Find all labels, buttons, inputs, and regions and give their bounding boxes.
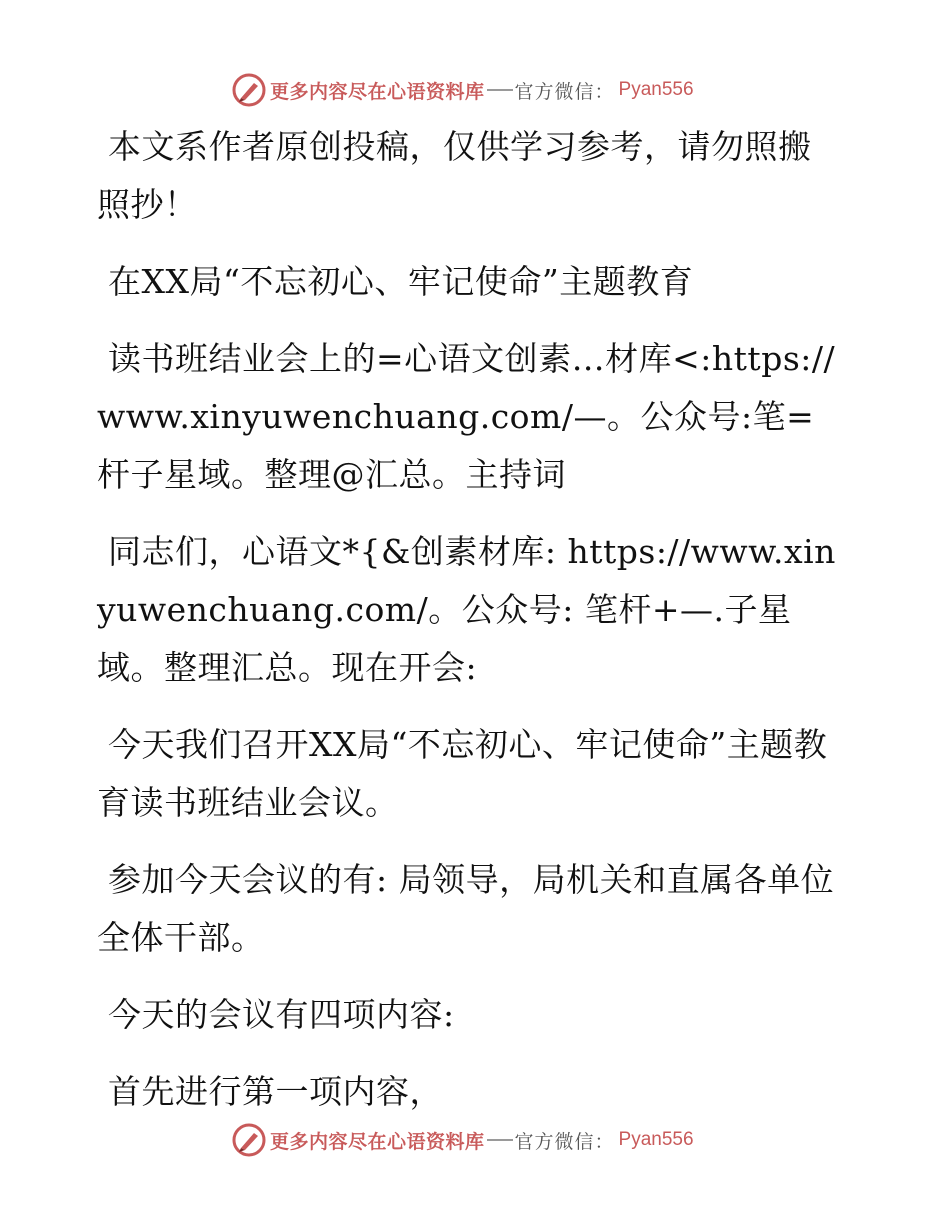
header-wechat-id: Pyan556 [618, 79, 694, 100]
pen-logo-icon [232, 73, 266, 107]
paragraph-disclaimer: 本文系作者原创投稿，仅供学习参考，请勿照搬照抄！ [97, 127, 812, 224]
footer-watermark-banner [232, 1120, 694, 1160]
footer-wechat-id: Pyan556 [618, 1129, 694, 1150]
paragraph-meeting-intro: 今天我们召开XX局“不忘初心、牢记使命”主题教育读书班结业会议。 [97, 725, 828, 822]
paragraph-greeting: 同志们，心语文*{&创素材库: https://www.xinyuwenchuang.com/。公众号: 笔杆+—.子星域。整理汇总。现在开会: [97, 532, 836, 687]
paragraph-title: 在XX局“不忘初心、牢记使命”主题教育 [97, 262, 694, 301]
header-wechat-label: 官方微信： [514, 80, 615, 103]
paragraph-agenda: 今天的会议有四项内容: [97, 995, 455, 1034]
footer-brand-text: 更多内容尽在心语资料库 [270, 1130, 485, 1153]
paragraph-subtitle: 读书班结业会上的=心语文创素…材库<:https://www.xinyuwenchuang.com/—。公众号:笔=杆子星域。整理@汇总。主持词 [97, 339, 836, 494]
paragraph-attendees: 参加今天会议的有: 局领导，局机关和直属各单位全体干部。 [97, 860, 835, 957]
header-separator [487, 89, 513, 91]
pen-logo-icon [232, 1123, 266, 1157]
paragraph-first-item: 首先进行第一项内容， [97, 1072, 443, 1111]
footer-separator [487, 1139, 513, 1141]
footer-wechat-label: 官方微信： [514, 1130, 615, 1153]
document-body [97, 118, 842, 1140]
header-watermark-banner [232, 70, 694, 110]
header-brand-text: 更多内容尽在心语资料库 [270, 80, 485, 103]
